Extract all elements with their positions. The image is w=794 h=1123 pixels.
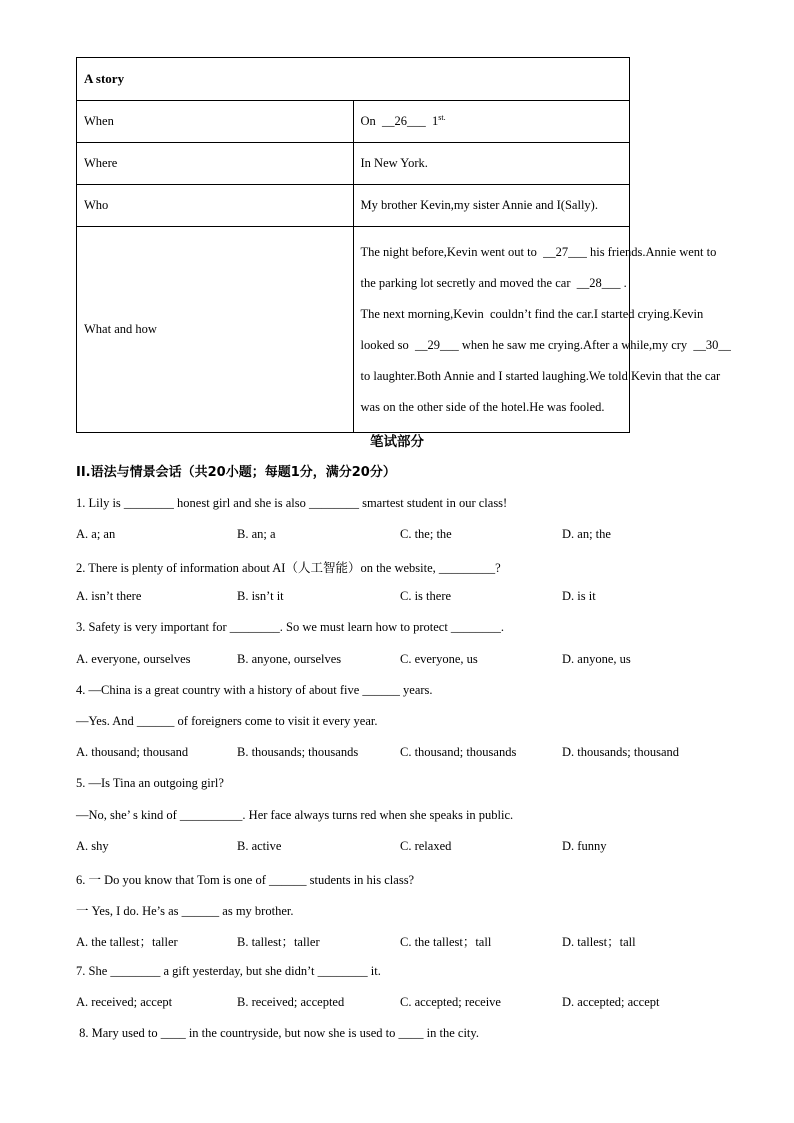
option-d: D. accepted; accept [562, 995, 660, 1009]
table-row-when [77, 101, 630, 143]
question-6-text: 一 Yes, I do. He’s as ______ as my brother. [76, 904, 294, 918]
question-4-text: 4. —China is a great country with a history of about five ______ years. [76, 683, 433, 697]
option-a: A. everyone, ourselves [76, 652, 191, 666]
option-d: D. is it [562, 589, 596, 603]
story-line: looked so __29___ when he saw me crying.After a while,my cry __30__ [360, 337, 731, 352]
question-4-text: —Yes. And ______ of foreigners come to visit it every year. [76, 714, 378, 728]
blank-26-text: On __26___ 1 [360, 114, 439, 129]
option-a: A. thousand; thousand [76, 745, 189, 759]
option-d: D. funny [562, 839, 607, 853]
table-title: A story [77, 58, 630, 101]
option-c: C. is there [400, 589, 452, 603]
row-content: In New York. [353, 143, 630, 185]
story-table [76, 57, 731, 433]
story-line: the parking lot secretly and moved the car __28___ . [360, 275, 627, 290]
row-label: Who [77, 185, 354, 227]
section-subtitle: II.语法与情景会话（共20小题；每题1分，满分20分） [76, 465, 396, 480]
story-line: to laughter.Both Annie and I started laughing.We told Kevin that the car [360, 368, 721, 383]
option-b: B. thousands; thousands [237, 745, 359, 759]
option-b: B. anyone, ourselves [237, 652, 342, 666]
story-line: The night before,Kevin went out to __27___ his friends.Annie went to [360, 244, 717, 259]
option-b: B. isn’t it [237, 589, 284, 603]
option-d: D. thousands; thousand [562, 745, 680, 759]
option-d: D. anyone, us [562, 652, 631, 666]
option-d: D. an; the [562, 527, 611, 541]
option-b: B. an; a [237, 527, 276, 541]
option-d: D. tallest；tall [562, 935, 636, 949]
row-label: What and how [77, 227, 354, 433]
ordinal-suffix: st. [438, 113, 446, 123]
option-b: B. tallest；taller [237, 935, 320, 949]
story-line: The next morning,Kevin couldn’t find the car.I started crying.Kevin [360, 306, 704, 321]
table-row-who [77, 185, 630, 227]
option-c: C. everyone, us [400, 652, 478, 666]
table-header-row [77, 58, 630, 101]
story-line: was on the other side of the hotel.He was fooled. [360, 399, 605, 414]
question-6-text: 6. 一 Do you know that Tom is one of ______ students in his class? [76, 873, 415, 887]
row-content [353, 101, 630, 143]
option-c: C. the; the [400, 527, 452, 541]
question-1-text: 1. Lily is ________ honest girl and she is also ________ smartest student in our class! [76, 496, 508, 510]
option-b: B. received; accepted [237, 995, 345, 1009]
row-label: Where [77, 143, 354, 185]
option-c: C. accepted; receive [400, 995, 501, 1009]
row-label: When [77, 101, 354, 143]
option-c: C. relaxed [400, 839, 452, 853]
option-c: C. thousand; thousands [400, 745, 517, 759]
question-5-text: —No, she’ s kind of __________. Her face always turns red when she speaks in public. [76, 808, 514, 822]
option-a: A. shy [76, 839, 109, 853]
question-8-text: 8. Mary used to ____ in the countryside, but now she is used to ____ in the city. [76, 1026, 479, 1040]
row-content: My brother Kevin,my sister Annie and I(Sally). [353, 185, 630, 227]
option-b: B. active [237, 839, 282, 853]
question-2-text: 2. There is plenty of information about AI（人工智能）on the website, _________? [76, 561, 501, 575]
option-a: A. the tallest；taller [76, 935, 178, 949]
question-7-text: 7. She ________ a gift yesterday, but she didn’t ________ it. [76, 964, 381, 978]
row-content [353, 227, 731, 433]
option-a: A. a; an [76, 527, 116, 541]
section-title: 笔试部分 [370, 434, 424, 450]
option-c: C. the tallest；tall [400, 935, 492, 949]
table-row-where [77, 143, 630, 185]
option-a: A. received; accept [76, 995, 173, 1009]
question-5-text: 5. —Is Tina an outgoing girl? [76, 776, 224, 790]
option-a: A. isn’t there [76, 589, 142, 603]
table-row-what-and-how [77, 227, 630, 433]
question-3-text: 3. Safety is very important for ________. So we must learn how to protect ________. [76, 620, 505, 634]
